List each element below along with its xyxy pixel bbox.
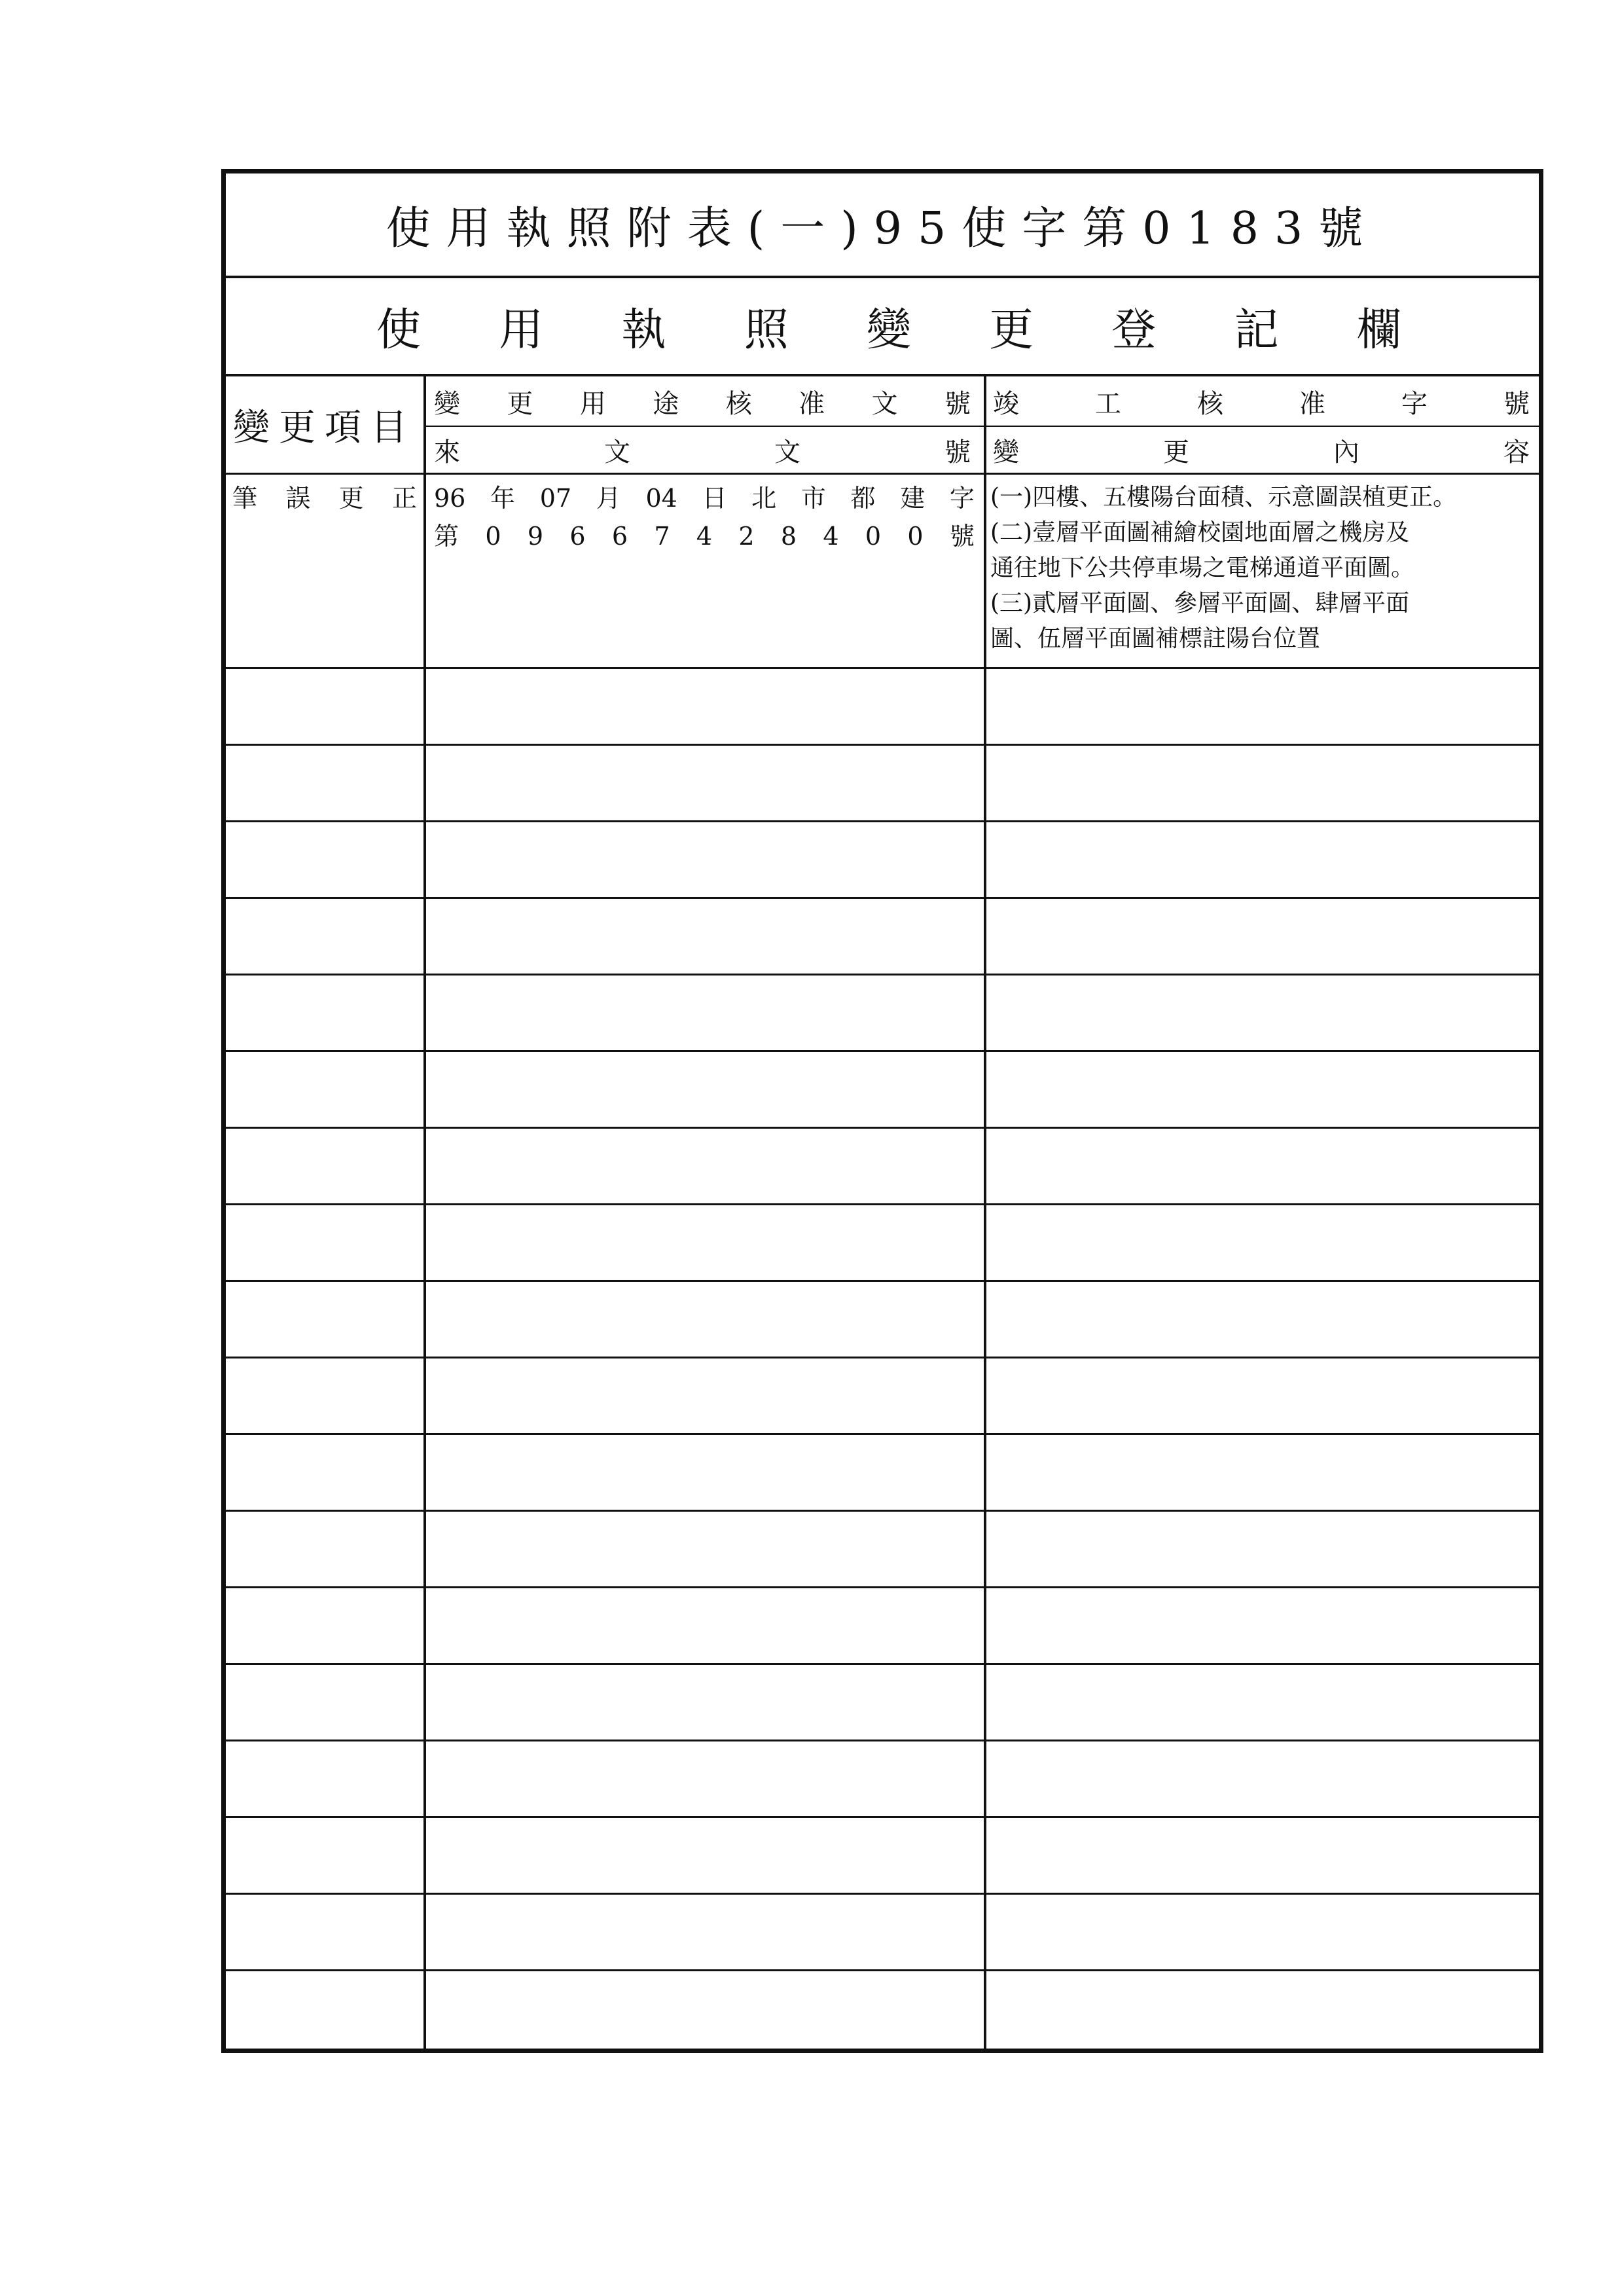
- subtitle-char: 照: [744, 304, 789, 356]
- doc-char: 年: [490, 484, 516, 513]
- change-item-char: 更: [338, 484, 364, 513]
- change-item-char: 正: [391, 484, 417, 513]
- header-char: 核: [725, 388, 752, 419]
- change-content-line: 通往地下公共停車場之電梯通道平面圖。: [990, 555, 1415, 581]
- doc-char: 都: [850, 484, 876, 513]
- doc-char: 6: [611, 522, 628, 551]
- doc-char: 日: [702, 484, 727, 513]
- header-char: 號: [1503, 388, 1530, 419]
- empty-table-row: [226, 822, 1539, 899]
- change-item-char: 誤: [285, 484, 311, 513]
- table-body: [226, 475, 1539, 2049]
- form-title: 使用執照附表(一)95使字第0183號: [386, 202, 1379, 255]
- header-char: 內: [1333, 437, 1359, 467]
- header-char: 變: [434, 388, 460, 419]
- table-header: [226, 376, 1539, 475]
- empty-table-row: [226, 1818, 1539, 1895]
- header-char: 文: [871, 388, 898, 419]
- usage-permit-form: [221, 169, 1543, 2053]
- header-char: 文: [774, 437, 800, 467]
- subtitle-char: 變: [866, 304, 911, 356]
- doc-char: 第: [434, 522, 459, 551]
- empty-table-row: [226, 1971, 1539, 2048]
- subtitle-char: 登: [1111, 304, 1157, 356]
- incoming-doc-line: [434, 518, 975, 555]
- header-change-item: [226, 376, 423, 473]
- doc-char: 4: [823, 522, 839, 551]
- header-char: 途: [653, 388, 679, 419]
- subtitle-char: 用: [499, 304, 544, 356]
- doc-char: 0: [865, 522, 882, 551]
- header-completion-approval-no: [993, 378, 1530, 425]
- header-char: 容: [1503, 437, 1530, 467]
- header-approval-doc-no: [434, 378, 971, 425]
- table-row: [226, 475, 1539, 669]
- doc-char: 96: [434, 484, 466, 513]
- register-table: [226, 376, 1539, 2049]
- empty-table-row: [226, 1588, 1539, 1665]
- empty-table-row: [226, 1435, 1539, 1512]
- header-char: 核: [1197, 388, 1223, 419]
- header-char: 更: [1163, 437, 1189, 467]
- change-content: [990, 480, 1540, 657]
- doc-char: 建: [900, 484, 926, 513]
- doc-char: 月: [596, 484, 621, 513]
- empty-table-row: [226, 746, 1539, 822]
- doc-char: 北: [751, 484, 777, 513]
- change-content-line: 圖、伍層平面圖補標註陽台位置: [990, 625, 1321, 652]
- subtitle-row: [226, 278, 1539, 376]
- doc-char: 0: [485, 522, 501, 551]
- empty-table-row: [226, 1895, 1539, 1971]
- header-char: 號: [944, 437, 971, 467]
- doc-char: 04: [645, 484, 677, 513]
- subtitle-char: 記: [1234, 304, 1279, 356]
- doc-char: 市: [800, 484, 826, 513]
- change-content-line: (二)壹層平面圖補繪校園地面層之機房及: [990, 519, 1410, 546]
- header-char: 來: [434, 437, 460, 467]
- empty-table-row: [226, 1205, 1539, 1282]
- doc-char: 2: [738, 522, 755, 551]
- subtitle-char: 使: [376, 304, 422, 356]
- subtitle-char: 執: [621, 304, 666, 356]
- header-char: 字: [1401, 388, 1428, 419]
- change-item: [232, 480, 417, 517]
- header-char: 准: [799, 388, 825, 419]
- doc-char: 9: [527, 522, 544, 551]
- incoming-doc-line: [434, 480, 975, 517]
- subtitle: [376, 278, 1401, 374]
- empty-table-row: [226, 899, 1539, 975]
- empty-table-row: [226, 1282, 1539, 1358]
- doc-char: 07: [539, 484, 572, 513]
- empty-table-row: [226, 975, 1539, 1052]
- change-content-line: (三)貳層平面圖、參層平面圖、肆層平面: [990, 590, 1410, 617]
- subtitle-char: 更: [989, 304, 1034, 356]
- empty-table-row: [226, 1741, 1539, 1818]
- header-char: 變: [993, 437, 1019, 467]
- empty-table-row: [226, 669, 1539, 746]
- header-char: 准: [1299, 388, 1325, 419]
- doc-char: 4: [696, 522, 713, 551]
- change-content-line: (一)四樓、五樓陽台面積、示意圖誤植更正。: [990, 484, 1457, 511]
- header-char: 更: [507, 388, 533, 419]
- empty-table-row: [226, 1665, 1539, 1741]
- form-title-row: [226, 173, 1539, 278]
- header-incoming-doc-no: [434, 426, 971, 473]
- change-item-char: 筆: [232, 484, 258, 513]
- header-char: 用: [579, 388, 606, 419]
- header-char: 文: [604, 437, 630, 467]
- header-change-item-label: 變更項目: [233, 406, 416, 449]
- header-change-content: [993, 426, 1530, 473]
- empty-table-row: [226, 1129, 1539, 1205]
- empty-table-row: [226, 1052, 1539, 1129]
- doc-char: 8: [780, 522, 797, 551]
- empty-table-row: [226, 1358, 1539, 1435]
- empty-table-row: [226, 1512, 1539, 1588]
- header-char: 號: [944, 388, 971, 419]
- doc-char: 7: [654, 522, 670, 551]
- doc-char: 0: [907, 522, 924, 551]
- header-char: 工: [1095, 388, 1121, 419]
- doc-char: 號: [949, 522, 975, 551]
- doc-char: 字: [949, 484, 975, 513]
- doc-char: 6: [569, 522, 586, 551]
- header-char: 竣: [993, 388, 1019, 419]
- subtitle-char: 欄: [1356, 304, 1401, 356]
